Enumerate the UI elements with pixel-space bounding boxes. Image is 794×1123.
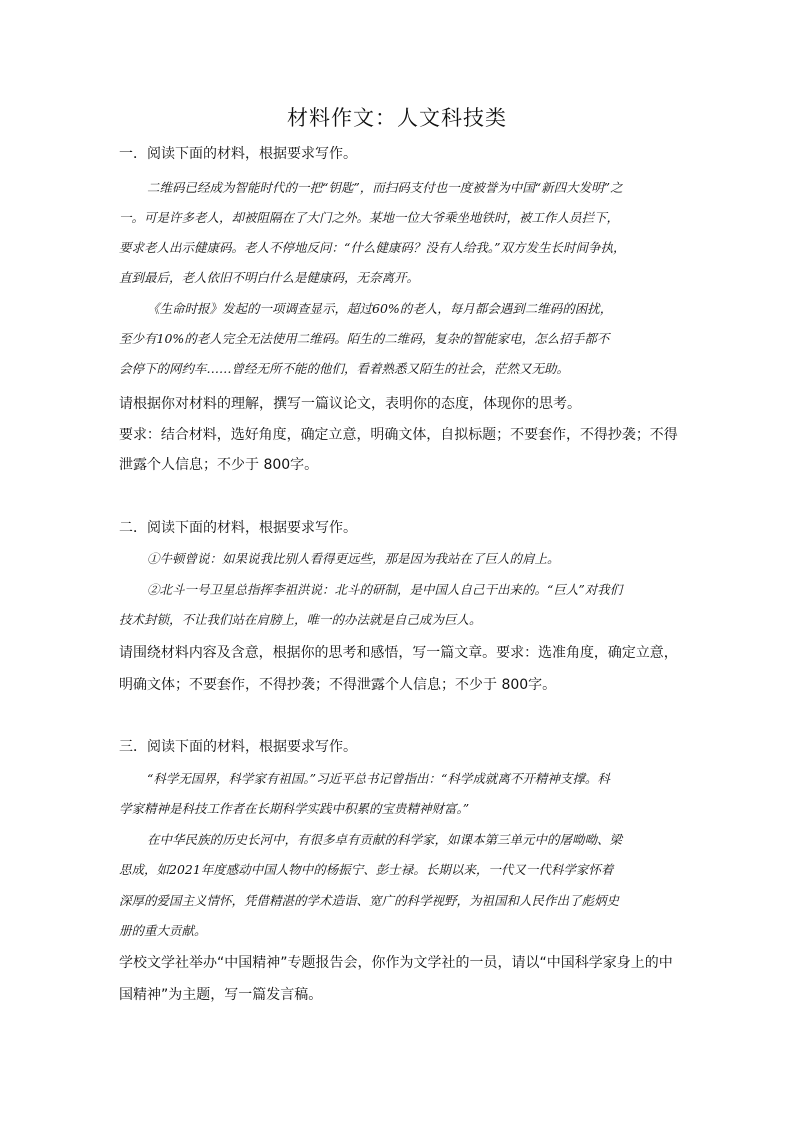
section-1-material-line: 二维码已经成为智能时代的一把“钥匙”，而扫码支付也一度被誉为中国“新四大发明”之 — [147, 180, 623, 195]
section-3-material-line: “科学无国界，科学家有祖国。”习近平总书记曾指出：“科学成就离不开精神支撑。科 — [147, 771, 610, 786]
section-1-material-line: 直到最后，老人依旧不明白什么是健康码，无奈离开。 — [119, 270, 420, 285]
section-1-material-line: 会停下的网约车……曾经无所不能的他们，看着熟悉又陌生的社会，茫然又无助。 — [119, 361, 570, 376]
section-1-material-line: 至少有10%的老人完全无法使用二维码。陌生的二维码，复杂的智能家电，怎么招手都不 — [119, 331, 610, 346]
section-3-material-line: 学家精神是科技工作者在长期科学实践中积累的宝贵精神财富。” — [119, 801, 470, 816]
section-3-material-line: 册的重大贡献。 — [119, 923, 207, 938]
section-1-prompt-line: 请根据你对材料的理解，撰写一篇议论文，表明你的态度，体现你的思考。 — [119, 396, 581, 412]
section-3-material-line: 深厚的爱国主义情怀，凭借精湛的学术造诣、宽广的科学视野，为祖国和人民作出了彪炳史 — [119, 893, 620, 908]
section-1-prompt-line: 泄露个人信息；不少于 800字。 — [119, 457, 319, 473]
section-2-heading: 二．阅读下面的材料，根据要求写作。 — [119, 520, 357, 536]
section-2-material-line: ①牛顿曾说：如果说我比别人看得更远些，那是因为我站在了巨人的肩上。 — [147, 551, 560, 566]
section-1-prompt-line: 要求：结合材料，选好角度，确定立意，明确文体，自拟标题；不要套作，不得抄袭；不得 — [119, 427, 678, 443]
section-2-prompt-line: 请围绕材料内容及含意，根据你的思考和感悟，写一篇文章。要求：选准角度，确定立意， — [119, 645, 678, 661]
section-1-material-line: 《生命时报》发起的一项调查显示，超过60%的老人，每月都会遇到二维码的困扰， — [147, 301, 613, 316]
section-3-prompt-line: 国精神”为主题，写一篇发言稿。 — [119, 987, 323, 1003]
section-3-material-line: 思成，如2021年度感动中国人物中的杨振宁、彭士禄。长期以来，一代又一代科学家怀着 — [119, 862, 614, 877]
section-3-prompt-line: 学校文学社举办“中国精神”专题报告会，你作为文学社的一员，请以“中国科学家身上的中 — [119, 955, 673, 971]
section-1-material-line: 一。可是许多老人，却被阻隔在了大门之外。某地一位大爷乘坐地铁时，被工作人员拦下， — [119, 210, 620, 225]
section-2-material-line: ②北斗一号卫星总指挥李祖洪说：北斗的研制，是中国人自己干出来的。“巨人”对我们 — [147, 582, 623, 597]
page-title: 材料作文：人文科技类 — [287, 106, 507, 130]
section-3-material-line: 在中华民族的历史长河中，有很多卓有贡献的科学家，如课本第三单元中的屠呦呦、梁 — [147, 832, 623, 847]
section-1-heading: 一．阅读下面的材料，根据要求写作。 — [119, 146, 357, 162]
section-2-prompt-line: 明确文体；不要套作，不得抄袭；不得泄露个人信息；不少于 800字。 — [119, 677, 557, 693]
section-3-heading: 三．阅读下面的材料，根据要求写作。 — [119, 739, 357, 755]
section-2-material-line: 技术封锁，不让我们站在肩膀上，唯一的办法就是自己成为巨人。 — [119, 612, 482, 627]
section-1-material-line: 要求老人出示健康码。老人不停地反问：“什么健康码？没有人给我。”双方发生长时间争执， — [119, 240, 626, 255]
